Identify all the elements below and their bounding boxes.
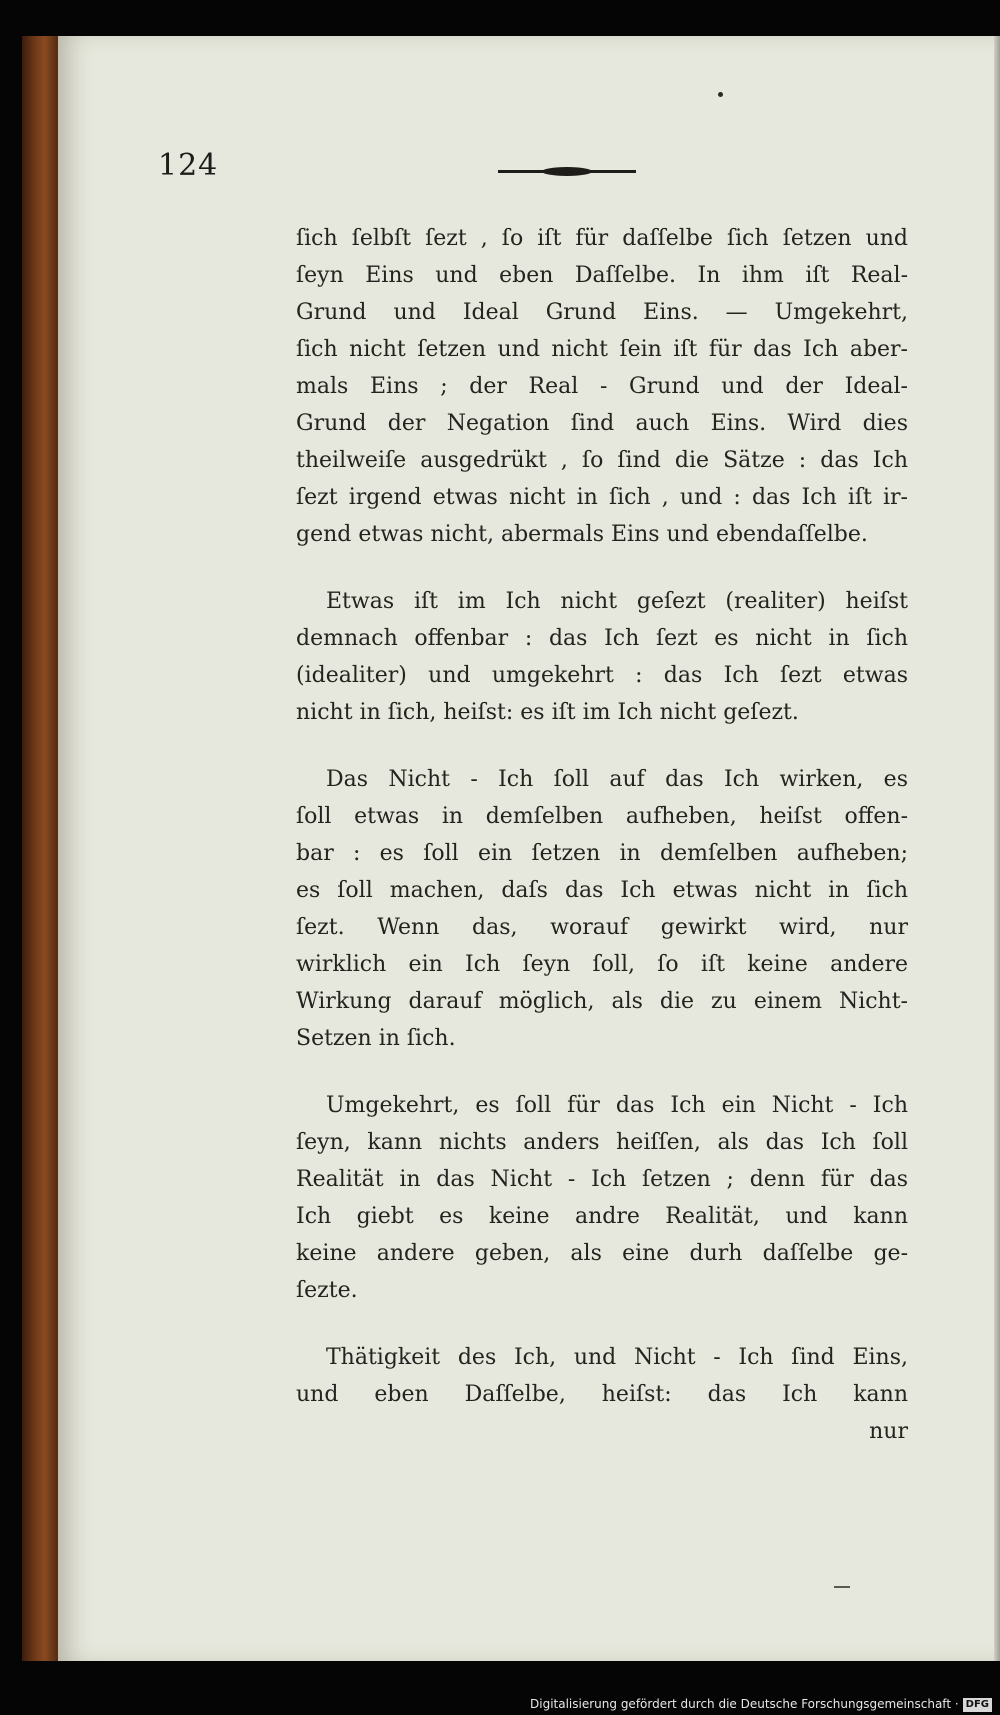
text-line: Ich giebt es keine andre Realität, und kann — [296, 1204, 908, 1229]
text-line: (idealiter) und umgekehrt : das Ich ſezt etwas — [296, 663, 908, 688]
paragraph — [296, 761, 908, 1057]
paragraph — [296, 220, 908, 553]
text-line: ſezte. — [296, 1278, 358, 1303]
page-number: 124 — [158, 148, 219, 183]
text-line: und eben Daſſelbe, heiſst: das Ich kann — [296, 1382, 908, 1407]
text-line: keine andere geben, als eine durh daſſelbe ge- — [296, 1241, 908, 1266]
text-line: ſezt. Wenn das, worauf gewirkt wird, nur — [296, 915, 908, 940]
text-line: ſoll etwas in demſelben aufheben, heiſst offen- — [296, 804, 908, 829]
text-line: Das Nicht - Ich ſoll auf das Ich wirken, es — [326, 767, 908, 792]
paragraph — [296, 1339, 908, 1450]
text-line: ſeyn Eins und eben Daſſelbe. In ihm iſt Real- — [296, 263, 908, 288]
text-line: Grund der Negation ſind auch Eins. Wird dies — [296, 411, 908, 436]
text-line: ſeyn, kann nichts anders heiſſen, als das Ich ſoll — [296, 1130, 908, 1155]
credit-text: Digitalisierung gefördert durch die Deutsche Forschungsgemeinschaft · — [530, 1697, 959, 1711]
text-line: mals Eins ; der Real - Grund und der Ideal- — [296, 374, 908, 399]
text-line: Realität in das Nicht - Ich ſetzen ; denn für das — [296, 1167, 908, 1192]
ink-spot — [718, 92, 723, 97]
text-line: bar : es ſoll ein ſetzen in demſelben aufheben; — [296, 841, 908, 866]
text-line: demnach offenbar : das Ich ſezt es nicht in ſich — [296, 626, 908, 651]
paragraph — [296, 1087, 908, 1309]
text-line: ſich ſelbſt ſezt , ſo iſt für daſſelbe ſich ſetzen und — [296, 226, 908, 251]
text-line: theilweiſe ausgedrükt , ſo ſind die Sätze : das Ich — [296, 448, 908, 473]
page-body-text — [296, 220, 908, 1480]
text-line: Umgekehrt, es ſoll für das Ich ein Nicht - Ich — [326, 1093, 908, 1118]
text-line: ſich nicht ſetzen und nicht ſein iſt für das Ich aber- — [296, 337, 908, 362]
digitization-credit — [0, 1694, 992, 1715]
text-line: es ſoll machen, daſs das Ich etwas nicht in ſich — [296, 878, 908, 903]
catchword: nur — [869, 1419, 908, 1444]
text-line: nicht in ſich, heiſst: es iſt im Ich nicht geſezt. — [296, 700, 799, 725]
text-line: wirklich ein Ich ſeyn ſoll, ſo iſt keine andere — [296, 952, 908, 977]
page-header — [158, 148, 918, 198]
text-line: Setzen in ſich. — [296, 1026, 456, 1051]
book-spine-edge — [22, 36, 60, 1661]
paragraph — [296, 583, 908, 731]
text-line: Thätigkeit des Ich, und Nicht - Ich ſind Eins, — [326, 1345, 908, 1370]
page-edge — [994, 36, 1000, 1661]
text-line: Etwas iſt im Ich nicht geſezt (realiter) heiſst — [326, 589, 908, 614]
dfg-logo: DFG — [963, 1698, 992, 1712]
printer-mark — [834, 1586, 850, 1588]
ornamental-rule — [498, 170, 636, 173]
text-line: Wirkung darauf möglich, als die zu einem Nicht- — [296, 989, 908, 1014]
text-line: ſezt irgend etwas nicht in ſich , und : das Ich iſt ir- — [296, 485, 908, 510]
text-line: Grund und Ideal Grund Eins. — Umgekehrt, — [296, 300, 908, 325]
text-line: gend etwas nicht, abermals Eins und ebendaſſelbe. — [296, 522, 868, 547]
